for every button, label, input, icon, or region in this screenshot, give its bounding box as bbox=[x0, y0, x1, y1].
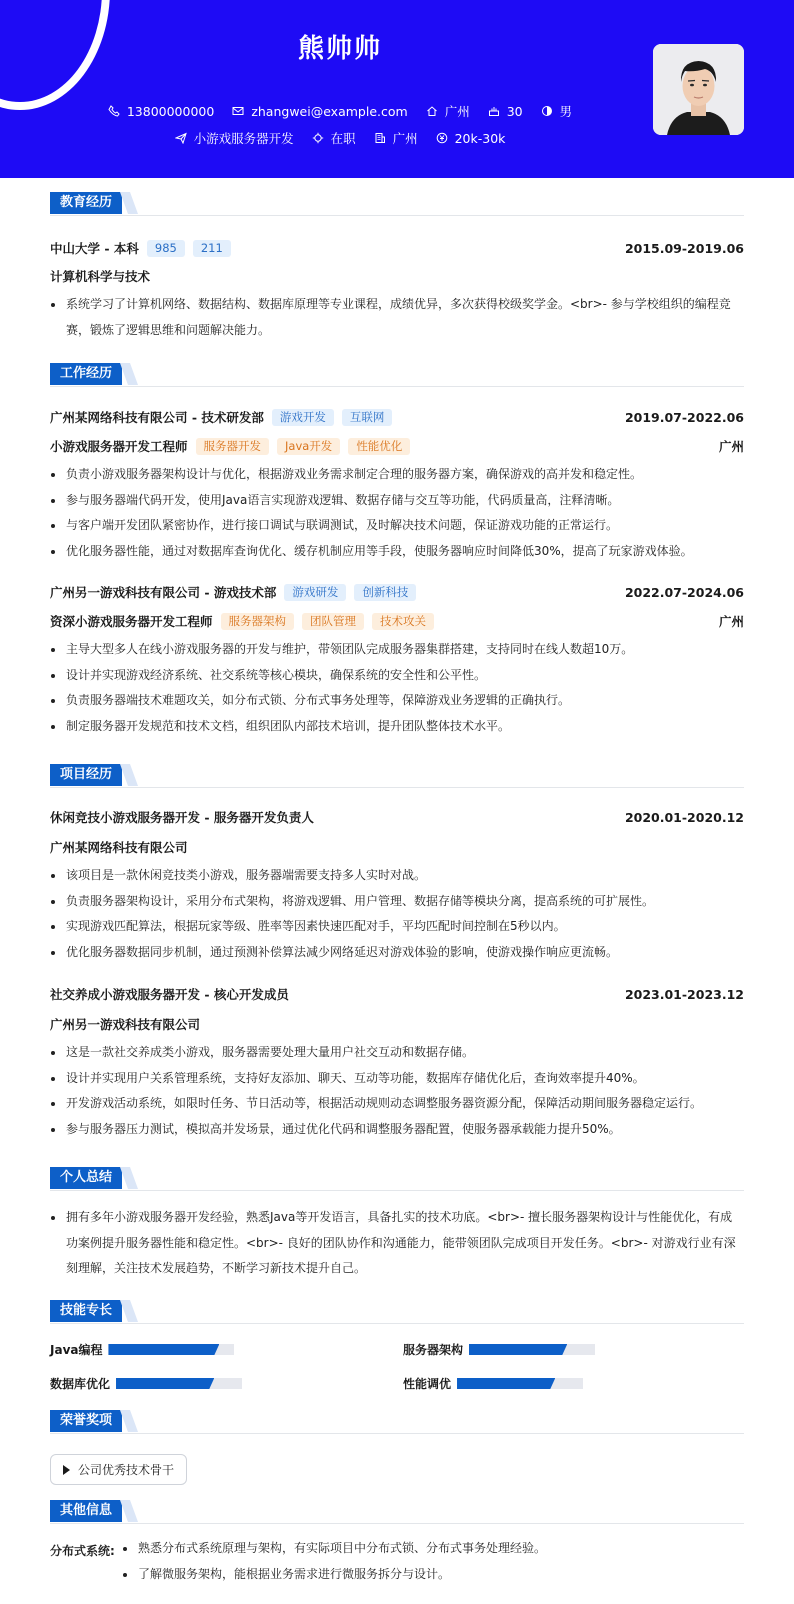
age-text: 30 bbox=[506, 103, 523, 119]
education-date: 2015.09-2019.06 bbox=[624, 240, 744, 256]
skill-bar bbox=[457, 1378, 583, 1389]
section-divider bbox=[50, 1433, 744, 1434]
target-city-item bbox=[374, 129, 418, 147]
skill-bar-fill bbox=[469, 1344, 567, 1355]
location-text: 广州 bbox=[444, 104, 470, 119]
award-item[interactable] bbox=[50, 1454, 187, 1485]
company-name: 广州另一游戏科技有限公司 - 游戏技术部 bbox=[50, 585, 277, 600]
summary-section-header bbox=[50, 1167, 744, 1191]
company-tag: 游戏开发 bbox=[272, 409, 334, 426]
job-role-row bbox=[50, 437, 744, 455]
list-item: 负责小游戏服务器架构设计与优化，根据游戏业务需求制定合理的服务器方案，确保游戏的高并发和稳定性。 bbox=[50, 462, 744, 488]
skill-item bbox=[50, 1341, 234, 1358]
job-bullets bbox=[50, 637, 744, 739]
section-title: 教育经历 bbox=[50, 192, 122, 214]
education-row bbox=[50, 239, 744, 257]
list-item: 与客户端开发团队紧密协作，进行接口调试与联调测试，及时解决技术问题，保证游戏功能的正常运行。 bbox=[50, 513, 744, 539]
section-divider bbox=[50, 386, 744, 387]
major-row bbox=[50, 267, 744, 285]
job-city: 广州 bbox=[718, 439, 744, 454]
skill-tag: 性能优化 bbox=[348, 438, 410, 455]
job-company-row bbox=[50, 583, 744, 601]
project-date: 2020.01-2020.12 bbox=[624, 809, 744, 825]
section-divider bbox=[50, 1190, 744, 1191]
status-text: 在职 bbox=[330, 131, 356, 146]
gender-item bbox=[541, 102, 573, 120]
money-icon bbox=[436, 132, 448, 144]
skill-tag: 技术攻关 bbox=[372, 613, 434, 630]
intent-row bbox=[0, 129, 680, 147]
list-item: 设计并实现游戏经济系统、社交系统等核心模块，确保系统的安全性和公平性。 bbox=[50, 663, 744, 689]
send-icon bbox=[175, 132, 187, 144]
email-item bbox=[232, 102, 407, 120]
building-icon bbox=[374, 132, 386, 144]
section-divider bbox=[50, 1323, 744, 1324]
skill-item bbox=[403, 1341, 595, 1358]
skill-bar-fill bbox=[457, 1378, 555, 1389]
school-name: 中山大学 - 本科 bbox=[50, 241, 139, 256]
skill-bar bbox=[108, 1344, 234, 1355]
project-company-row bbox=[50, 838, 744, 856]
list-item: 系统学习了计算机网络、数据结构、数据库原理等专业课程，成绩优异，多次获得校级奖学金。<br>- 参与学校组织的编程竞赛，锻炼了逻辑思维和问题解决能力。 bbox=[50, 292, 744, 343]
job-date: 2019.07-2022.06 bbox=[624, 409, 744, 425]
phone-item bbox=[108, 102, 214, 120]
cake-icon bbox=[488, 105, 500, 117]
list-item: 制定服务器开发规范和技术文档，组织团队内部技术培训，提升团队整体技术水平。 bbox=[50, 714, 744, 740]
list-item: 实现游戏匹配算法，根据玩家等级、胜率等因素快速匹配对手，平均匹配时间控制在5秒以内。 bbox=[50, 914, 744, 940]
education-section-header bbox=[50, 192, 744, 216]
list-item: 优化服务器性能，通过对数据库查询优化、缓存机制应用等手段，使服务器响应时间降低30%，提高了玩家游戏体验。 bbox=[50, 539, 744, 565]
project-bullets bbox=[50, 1040, 744, 1142]
school-tag: 985 bbox=[147, 240, 185, 257]
company-tag: 互联网 bbox=[342, 409, 393, 426]
project-date: 2023.01-2023.12 bbox=[624, 986, 744, 1002]
job-role: 资深小游戏服务器开发工程师 bbox=[50, 614, 213, 629]
section-divider bbox=[50, 787, 744, 788]
list-item: 熟悉分布式系统原理与架构，有实际项目中分布式锁、分布式事务处理经验。 bbox=[122, 1536, 742, 1562]
list-item: 拥有多年小游戏服务器开发经验，熟悉Java等开发语言，具备扎实的技术功底。<br>- 擅长服务器架构设计与性能优化，有成功案例提升服务器性能和稳定性。<br>- 良好的团队协作和沟通能力，能带领团队完成项目开发任务。<br>- 对游戏行业有深刻理解，关注技术发展趋势，不断学习新技术提升自己。 bbox=[50, 1205, 744, 1282]
skill-name: 性能调优 bbox=[403, 1377, 452, 1391]
list-item: 了解微服务架构，能根据业务需求进行微服务拆分与设计。 bbox=[122, 1562, 742, 1588]
job-date: 2022.07-2024.06 bbox=[624, 584, 744, 600]
status-icon bbox=[312, 132, 324, 144]
project-title: 休闲竞技小游戏服务器开发 - 服务器开发负责人 bbox=[50, 810, 314, 825]
list-item: 负责服务器端技术难题攻关，如分布式锁、分布式事务处理等，保障游戏业务逻辑的正确执行。 bbox=[50, 688, 744, 714]
education-bullets bbox=[50, 292, 744, 343]
email-text: zhangwei@example.com bbox=[251, 103, 408, 119]
list-item: 该项目是一款休闲竞技类小游戏，服务器端需要支持多人实时对战。 bbox=[50, 863, 744, 889]
section-title-wedge bbox=[120, 1300, 138, 1322]
location-item bbox=[426, 102, 470, 120]
skill-tag: 服务器开发 bbox=[196, 438, 270, 455]
company-tag: 游戏研发 bbox=[284, 584, 346, 601]
avatar-portrait bbox=[653, 44, 744, 135]
job-bullets bbox=[50, 462, 744, 564]
skill-bar bbox=[116, 1378, 242, 1389]
target-city-text: 广州 bbox=[392, 131, 418, 146]
other-bullets bbox=[122, 1536, 742, 1587]
awards-section-header bbox=[50, 1410, 744, 1434]
list-item: 主导大型多人在线小游戏服务器的开发与维护，带领团队完成服务器集群搭建，支持同时在线人数超10万。 bbox=[50, 637, 744, 663]
summary-bullets bbox=[50, 1205, 744, 1282]
age-item bbox=[488, 102, 523, 120]
section-title: 其他信息 bbox=[50, 1500, 122, 1522]
candidate-name: 熊帅帅 bbox=[297, 34, 382, 64]
salary-text: 20k-30k bbox=[454, 130, 506, 146]
job-role-row bbox=[50, 612, 744, 630]
section-title: 工作经历 bbox=[50, 363, 122, 385]
list-item: 这是一款社交养成类小游戏，服务器需要处理大量用户社交互动和数据存储。 bbox=[50, 1040, 744, 1066]
section-title-wedge bbox=[120, 192, 138, 214]
project-bullets bbox=[50, 863, 744, 965]
skill-tag: Java开发 bbox=[277, 438, 340, 455]
job-company-row bbox=[50, 408, 744, 426]
other-label: 分布式系统: bbox=[50, 1544, 115, 1558]
skill-name: Java编程 bbox=[50, 1343, 103, 1357]
skills-section-header bbox=[50, 1300, 744, 1324]
list-item: 优化服务器数据同步机制，通过预测补偿算法减少网络延迟对游戏体验的影响，使游戏操作响应更流畅。 bbox=[50, 940, 744, 966]
list-item: 设计并实现用户关系管理系统，支持好友添加、聊天、互动等功能，数据库存储优化后，查询效率提升40%。 bbox=[50, 1066, 744, 1092]
section-title-wedge bbox=[120, 1167, 138, 1189]
section-title-wedge bbox=[120, 1500, 138, 1522]
section-title-wedge bbox=[120, 1410, 138, 1432]
section-title: 荣誉奖项 bbox=[50, 1410, 122, 1432]
section-title: 技能专长 bbox=[50, 1300, 122, 1322]
list-item: 开发游戏活动系统，如限时任务、节日活动等，根据活动规则动态调整服务器资源分配，保障活动期间服务器稳定运行。 bbox=[50, 1091, 744, 1117]
major-name: 计算机科学与技术 bbox=[50, 269, 151, 284]
list-item: 参与服务器压力测试，模拟高并发场景，通过优化代码和调整服务器配置，使服务器承载能力提升50%。 bbox=[50, 1117, 744, 1143]
project-company: 广州某网络科技有限公司 bbox=[50, 840, 188, 855]
list-item: 负责服务器架构设计，采用分布式架构，将游戏逻辑、用户管理、数据存储等模块分离，提高系统的可扩展性。 bbox=[50, 889, 744, 915]
skill-name: 服务器架构 bbox=[403, 1343, 464, 1357]
gender-icon bbox=[541, 105, 553, 117]
project-title-row bbox=[50, 985, 744, 1003]
mail-icon bbox=[232, 105, 244, 117]
skill-bar-fill bbox=[108, 1344, 219, 1355]
school-tag: 211 bbox=[193, 240, 231, 257]
section-divider bbox=[50, 1523, 744, 1524]
projects-section-header bbox=[50, 764, 744, 788]
skill-bar-fill bbox=[116, 1378, 214, 1389]
home-icon bbox=[426, 105, 438, 117]
salary-item bbox=[436, 129, 506, 147]
skill-tag: 团队管理 bbox=[302, 613, 364, 630]
resume-header bbox=[0, 0, 794, 178]
job-city: 广州 bbox=[718, 614, 744, 629]
section-divider bbox=[50, 215, 744, 216]
phone-text: 13800000000 bbox=[126, 103, 215, 119]
job-role: 小游戏服务器开发工程师 bbox=[50, 439, 188, 454]
project-company: 广州另一游戏科技有限公司 bbox=[50, 1017, 201, 1032]
skill-name: 数据库优化 bbox=[50, 1377, 111, 1391]
target-job-item bbox=[175, 129, 294, 147]
status-item bbox=[312, 129, 356, 147]
skill-tag: 服务器架构 bbox=[221, 613, 295, 630]
phone-icon bbox=[108, 105, 120, 117]
section-title: 个人总结 bbox=[50, 1167, 122, 1189]
section-title-wedge bbox=[120, 764, 138, 786]
project-title: 社交养成小游戏服务器开发 - 核心开发成员 bbox=[50, 987, 289, 1002]
gender-text: 男 bbox=[559, 104, 573, 119]
company-tag: 创新科技 bbox=[354, 584, 416, 601]
award-label: 公司优秀技术骨干 bbox=[78, 1463, 175, 1477]
section-title-wedge bbox=[120, 363, 138, 385]
contact-row bbox=[0, 102, 680, 120]
project-title-row bbox=[50, 808, 744, 826]
target-job-text: 小游戏服务器开发 bbox=[193, 131, 294, 146]
play-icon bbox=[63, 1465, 70, 1475]
company-name: 广州某网络科技有限公司 - 技术研发部 bbox=[50, 410, 264, 425]
skill-item bbox=[50, 1375, 242, 1392]
project-company-row bbox=[50, 1015, 744, 1033]
section-title: 项目经历 bbox=[50, 764, 122, 786]
skill-item bbox=[403, 1375, 583, 1392]
skill-bar bbox=[469, 1344, 595, 1355]
profile-photo bbox=[653, 44, 744, 135]
work-section-header bbox=[50, 363, 744, 387]
other-section-header bbox=[50, 1500, 744, 1524]
list-item: 参与服务器端代码开发，使用Java语言实现游戏逻辑、数据存储与交互等功能，代码质量高，注释清晰。 bbox=[50, 488, 744, 514]
